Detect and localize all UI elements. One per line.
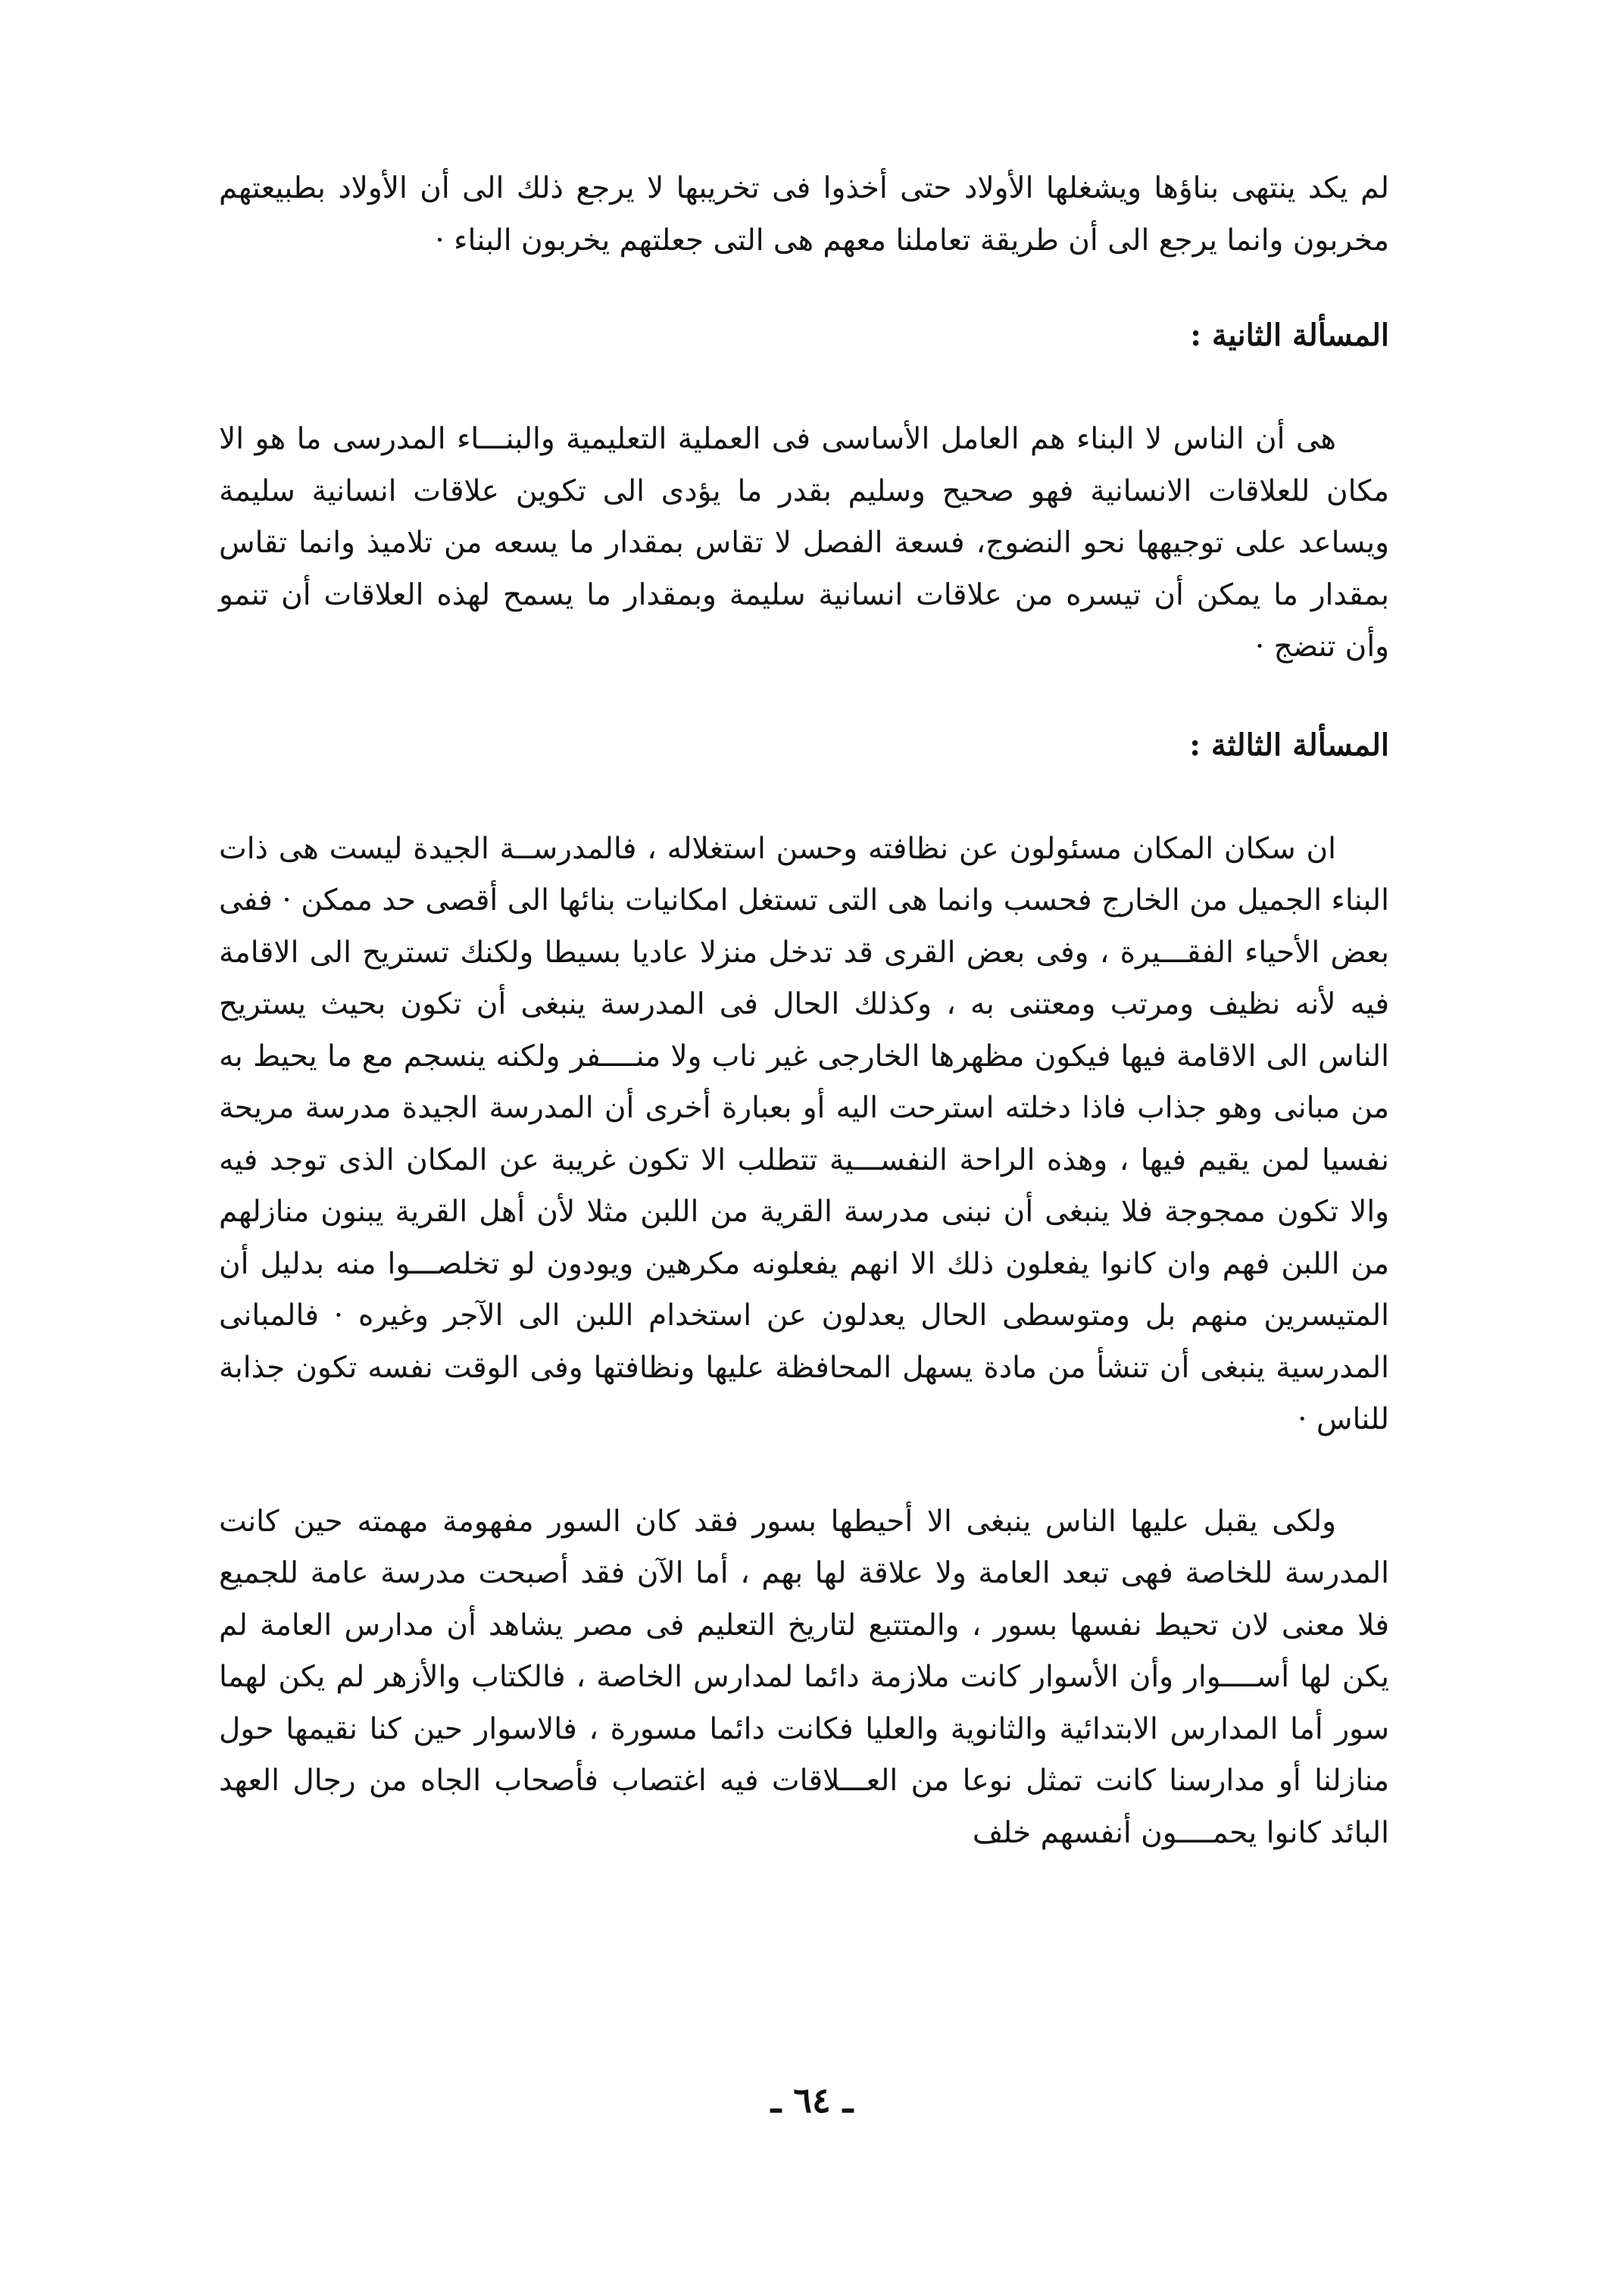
paragraph-3-text: ان سكان المكان مسئولون عن نظافته وحسن استغلاله ، فالمدرســة الجيدة ليست هى ذات البناء الجميل من الخارج فحسب وانما هى التى تستغل امكانيات بنائها الى أقصى حد ممكن · ففى بعض الأحياء الفقـــيرة ، وفى بعض القرى قد تدخل منزلا عاديا بسيطا ولكنك تستريح الى الاقامة فيه لأنه نظيف ومرتب ومعتنى به ، وكذلك الحال فى المدرسة ينبغى أن تكون بحيث يستريح الناس الى الاقامة فيها فيكون مظهرها الخارجى غير ناب ولا منــــفر ولكنه ينسجم مع ما يحيط به من مبانى وهو جذاب فاذا دخلته استرحت اليه أو بعبارة أخرى أن المدرسة الجيدة مدرسة مريحة نفسيا لمن يقيم فيها ، وهذه الراحة النفســـية تتطلب الا تكون غريبة عن المكان الذى توجد فيه والا تكون ممجوجة فلا ينبغى أن نبنى مدرسة القرية من اللبن مثلا لأن أهل القرية يبنون منازلهم من اللبن فهم وان كانوا يفعلون ذلك الا انهم يفعلونه مكرهين ويودون لو تخلصـــوا منه بدليل أن المتيسرين منهم بل ومتوسطى الحال يعدلون عن استخدام اللبن الى الآجر وغيره · فالمبانى المدرسية ينبغى أن تنشأ من مادة يسهل المحافظة عليها ونظافتها وفى الوقت نفسه تكون جذابة للناس · [219, 831, 1389, 1436]
section-heading-second-issue: المسألة الثانية : [1190, 317, 1389, 353]
paragraph-4-text: ولكى يقبل عليها الناس ينبغى الا أحيطها بسور فقد كان السور مفهومة مهمته حين كانت المدرسة للخاصة فهى تبعد العامة ولا علاقة لها بهم ، أما الآن فقد أصبحت مدرسة عامة للجميع فلا معنى لان تحيط نفسها بسور ، والمتتبع لتاريخ التعليم فى مصر يشاهد أن مدارس العامة لم يكن لها أســــوار وأن الأسوار كانت ملازمة دائما لمدارس الخاصة ، فالكتاب والأزهر لم يكن لهما سور أما المدارس الابتدائية والثانوية والعليا فكانت دائما مسورة ، فالاسوار حين كنا نقيمها حول منازلنا أو مدارسنا كانت تمثل نوعا من العـــلاقات فيه اغتصاب فأصحاب الجاه من رجال العهد البائد كانوا يحمــــون أنفسهم خلف [219, 1504, 1389, 1850]
page-body [219, 163, 1389, 1859]
paragraph-3 [219, 824, 1389, 1446]
page-number: ـ ٦٤ ـ [770, 2080, 854, 2121]
paragraph-1: لم يكد ينتهى بناؤها ويشغلها الأولاد حتى أخذوا فى تخريبها لا يرجع ذلك الى أن الأولاد بطبيعتهم مخربون وانما يرجع الى أن طريقة تعاملنا معهم هى التى جعلتهم يخربون البناء · [219, 171, 1389, 258]
paragraph-2 [219, 414, 1389, 674]
paragraph-4 [219, 1496, 1389, 1860]
section-heading-third-issue: المسألة الثالثة : [1189, 727, 1389, 763]
paragraph-2-text: هى أن الناس لا البناء هم العامل الأساسى فى العملية التعليمية والبنـــاء المدرسى ما هو الا مكان للعلاقات الانسانية فهو صحيح وسليم بقدر ما يؤدى الى تكوين علاقات انسانية سليمة ويساعد على توجيهها نحو النضوج، فسعة الفصل لا تقاس بمقدار ما يسعه من تلاميذ وانما تقاس بمقدار ما يمكن أن تيسره من علاقات انسانية سليمة وبمقدار ما يسمح لهذه العلاقات أن تنمو وأن تنضج · [219, 422, 1389, 664]
